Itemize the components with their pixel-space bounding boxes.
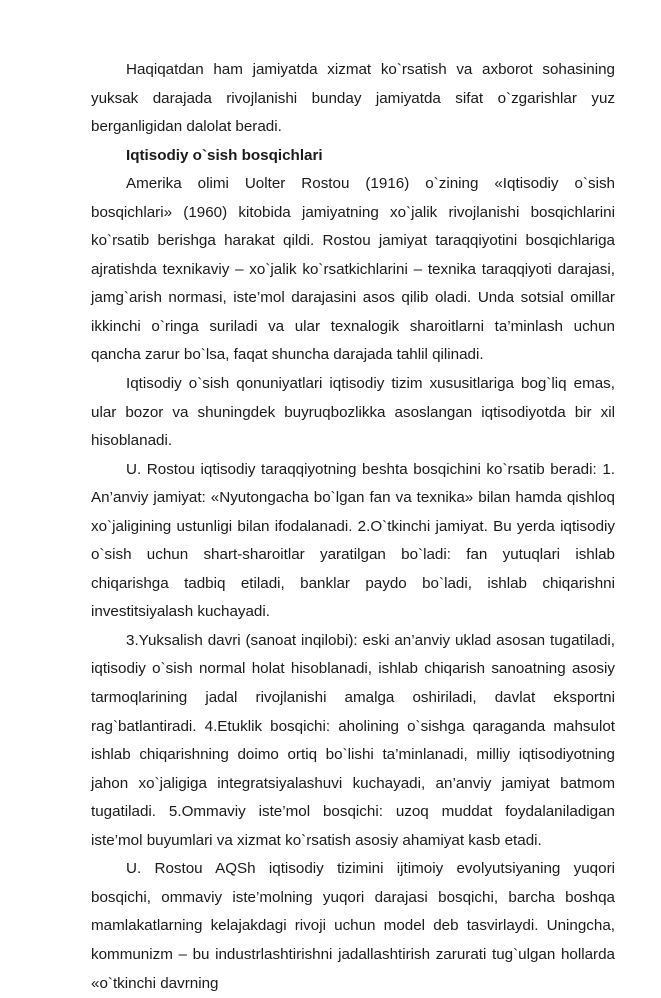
paragraph-stages-1-2: U. Rostou iqtisodiy taraqqiyotning beshta bosqichini ko`rsatib beradi: 1. An’anviy jamiyat: «Nyutongacha bo`lgan fan va texnika» bilan hamda qishloq xo`jaligining ustunligi bilan ifodalanadi. 2.O`tkinchi jamiyat. Bu yerda iqtisodiy o`sish uchun shart-sharoitlar yaratilgan bo`ladi: fan yutuqlari ishlab chiqarishga tadbiq etiladi, banklar paydo bo`ladi, ishlab chiqarishni investitsiyalash kuchayadi. xyxy=(91,460,615,621)
section-heading: Iqtisodiy o`sish bosqichlari xyxy=(126,146,323,164)
paragraph-rostou-intro: Amerika olimi Uolter Rostou (1916) o`zining «Iqtisodiy o`sish bosqichlari» (1960) kitobida jamiyatning xo`jalik rivojlanishi bosqichlarini ko`rsatib berishga harakat qildi. Rostou jamiyat taraqqiyotini bosqichlariga ajratishda texnikaviy – xo`jalik ko`rsatkichlarini – texnika taraqqiyoti darajasi, jamg`arish normasi, iste’mol darajasini asos qilib oladi. Unda sotsial omillar ikkinchi o`ringa suriladi va ular texnalogik sharoitlarni ta’minlash uchun qancha zarur bo`lsa, faqat shuncha darajada tahlil qilinadi. xyxy=(91,175,615,364)
paragraph-usa-model: U. Rostou AQSh iqtisodiy tizimini ijtimoiy evolyutsiyaning yuqori bosqichi, ommaviy iste’molning yuqori darajasi bosqichi, barcha boshqa mamlakatlarning kelajakdagi rivoji uchun model deb tasvirlaydi. Uningcha, kommunizm – bu industrlashtirishni jadallashtirish zarurati tug`ulgan hollarda «o`tkinchi davrning xyxy=(91,860,615,992)
paragraph-growth-laws: Iqtisodiy o`sish qonuniyatlari iqtisodiy tizim xususitlariga bog`liq emas, ular bozor va shuningdek buyruqbozlikka asoslangan iqtisodiyotda bir xil hisoblanadi. xyxy=(91,375,615,450)
document-page xyxy=(91,56,615,998)
paragraph-stages-3-5: 3.Yuksalish davri (sanoat inqilobi): eski an’anviy uklad asosan tugatiladi, iqtisodiy o`sish normal holat hisoblanadi, ishlab chiqarish sanoatning asosiy tarmoqlarining jadal rivojlanishi amalga oshiriladi, davlat eksportni rag`batlantiradi. 4.Etuklik bosqichi: aholining o`sishga qaraganda mahsulot ishlab chiqarishning doimo ortiq bo`lishi ta’minlanadi, milliy iqtisodiyotning jahon xo`jaligiga integratsiyalashuvi kuchayadi, an’anviy jamiyat batmom tugatiladi. 5.Ommaviy iste’mol bosqichi: uzoq muddat foydalaniladigan iste’mol buyumlari va xizmat ko`rsatish asosiy ahamiyat kasb etadi. xyxy=(91,631,615,849)
intro-paragraph: Haqiqatdan ham jamiyatda xizmat ko`rsatish va axborot sohasining yuksak darajada rivojlanishi bunday jamiyatda sifat o`zgarishlar yuz berganligidan dalolat beradi. xyxy=(91,61,615,136)
